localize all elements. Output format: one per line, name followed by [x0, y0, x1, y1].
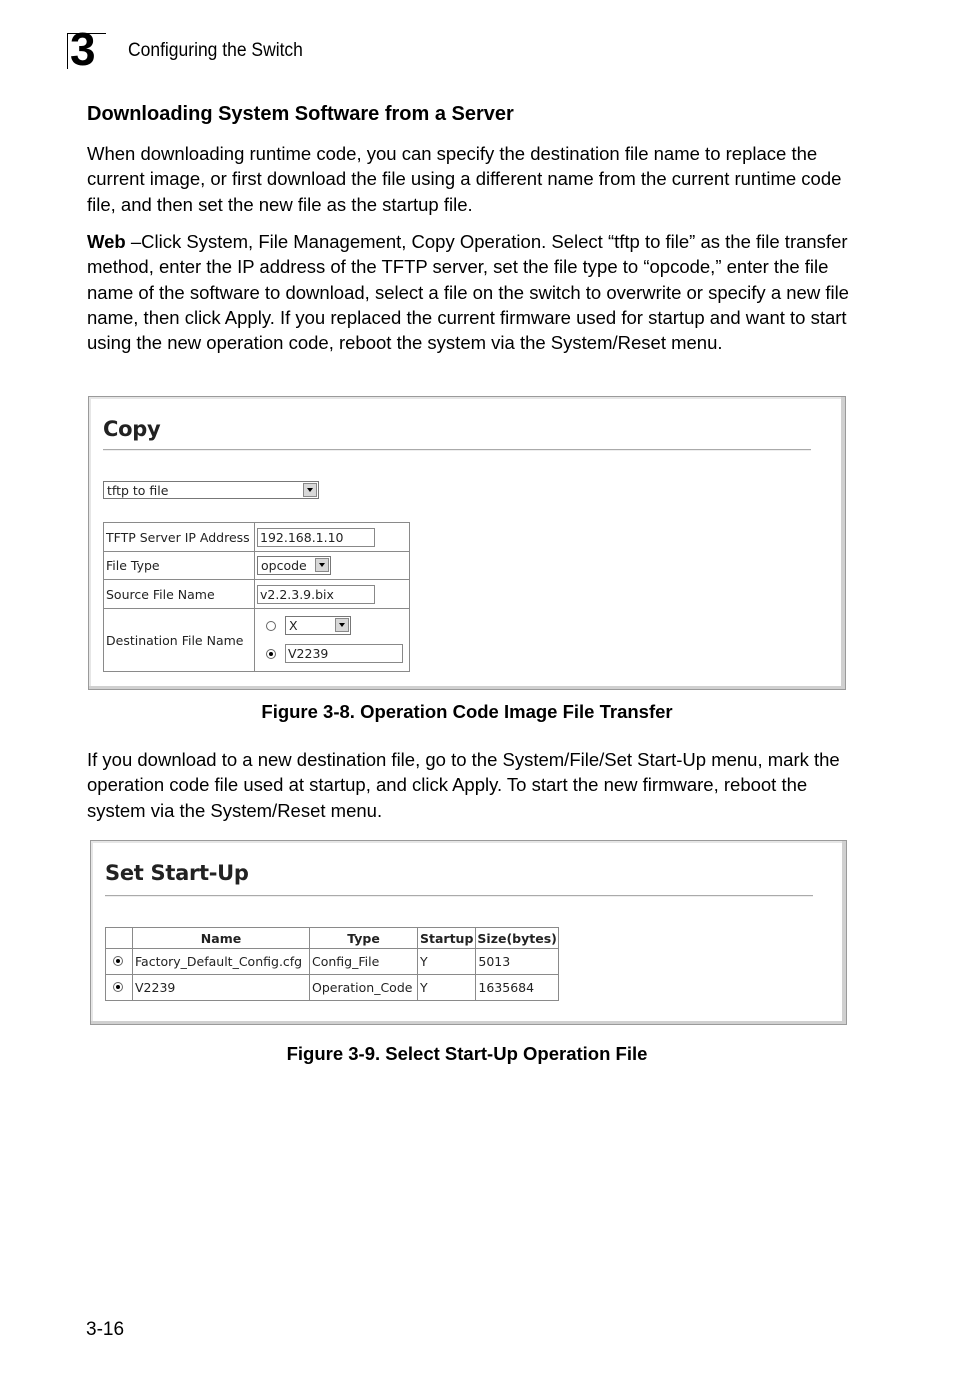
section-title: Downloading System Software from a Server [87, 103, 514, 125]
copy-form-table [103, 522, 410, 672]
chevron-down-icon[interactable] [315, 558, 329, 572]
file-type-label: File Type [104, 552, 255, 580]
page-number: 3-16 [86, 1319, 125, 1340]
title-rule [103, 449, 811, 451]
frame-shadow [89, 686, 845, 689]
dest-existing-select[interactable] [285, 616, 351, 635]
file-type: Config_File [310, 949, 418, 975]
figure-caption: Figure 3-8. Operation Code Image File Transfer [261, 701, 673, 722]
web-instructions: –Click System, File Management, Copy Operation. Select “tftp to file” as the file transfer method, enter the IP address of the TFTP server, set the file type to “opcode,” enter the file name of the software to download, select a file on the switch to overwrite or specify a new file name, then click Apply. If you replaced the current firmware used for startup and want to start using the new operation code, reboot the system via the System/Reset menu. [87, 231, 849, 354]
row-radio[interactable] [113, 982, 123, 992]
tftp-server-label: TFTP Server IP Address [104, 523, 255, 552]
file-type-cell [255, 552, 410, 580]
source-file-input[interactable] [257, 585, 375, 604]
file-size: 5013 [476, 949, 558, 975]
file-name: V2239 [133, 975, 310, 1001]
file-type: Operation_Code [310, 975, 418, 1001]
title-rule [105, 895, 813, 897]
copy-panel [88, 396, 846, 690]
frame-shadow [91, 1021, 846, 1024]
tftp-server-value: 192.168.1.10 [260, 529, 344, 545]
paragraph-intro: When downloading runtime code, you can specify the destination file name to replace the current image, or first download the file using a different name from the current runtime code file, and then set the new file as the startup file. [87, 143, 842, 215]
copy-method-value: tftp to file [107, 483, 169, 498]
select-column-header [106, 928, 133, 949]
frame-shadow [841, 397, 845, 689]
dest-existing-radio[interactable] [266, 621, 276, 631]
running-head: Configuring the Switch [128, 40, 303, 61]
startup-panel-title: Set Start-Up [105, 861, 249, 885]
file-size: 1635684 [476, 975, 558, 1001]
startup-file-table [105, 927, 559, 1001]
tftp-server-input[interactable] [257, 528, 375, 547]
chevron-down-icon[interactable] [335, 618, 349, 632]
source-file-cell [255, 580, 410, 609]
column-header: Type [310, 928, 418, 949]
copy-method-select[interactable] [103, 481, 319, 499]
web-lead: Web [87, 231, 126, 252]
copy-panel-title: Copy [103, 417, 161, 441]
source-file-label: Source File Name [104, 580, 255, 609]
file-startup: Y [418, 975, 476, 1001]
file-type-value: opcode [261, 558, 307, 573]
file-type-select[interactable] [257, 556, 331, 575]
row-select-cell [106, 975, 133, 1001]
column-header: Name [133, 928, 310, 949]
row-radio[interactable] [113, 956, 123, 966]
dest-new-value: V2239 [288, 646, 329, 661]
column-header: Size(bytes) [476, 928, 558, 949]
figure-caption: Figure 3-9. Select Start-Up Operation File [286, 1043, 648, 1064]
dest-new-radio[interactable] [266, 649, 276, 659]
dest-file-label: Destination File Name [104, 609, 255, 672]
frame-shadow [842, 841, 846, 1024]
row-select-cell [106, 949, 133, 975]
table-row [106, 975, 559, 1001]
tftp-server-cell [255, 523, 410, 552]
dest-new-input[interactable] [285, 644, 403, 663]
dest-file-options [257, 611, 407, 669]
table-row [106, 949, 559, 975]
chevron-down-icon[interactable] [303, 483, 317, 497]
dest-existing-value: X [289, 618, 298, 633]
paragraph-startup: If you download to a new destination file, go to the System/File/Set Start-Up menu, mark the operation code file used at startup, and click Apply. To start the new firmware, reboot the system via the System/Reset menu. [87, 749, 840, 821]
startup-panel [90, 840, 847, 1025]
file-name: Factory_Default_Config.cfg [133, 949, 310, 975]
dest-file-cell [255, 609, 410, 672]
file-startup: Y [418, 949, 476, 975]
chapter-number: 3 [70, 23, 96, 75]
paragraph-web [87, 229, 857, 355]
column-header: Startup [418, 928, 476, 949]
source-file-value: v2.2.3.9.bix [260, 586, 334, 602]
